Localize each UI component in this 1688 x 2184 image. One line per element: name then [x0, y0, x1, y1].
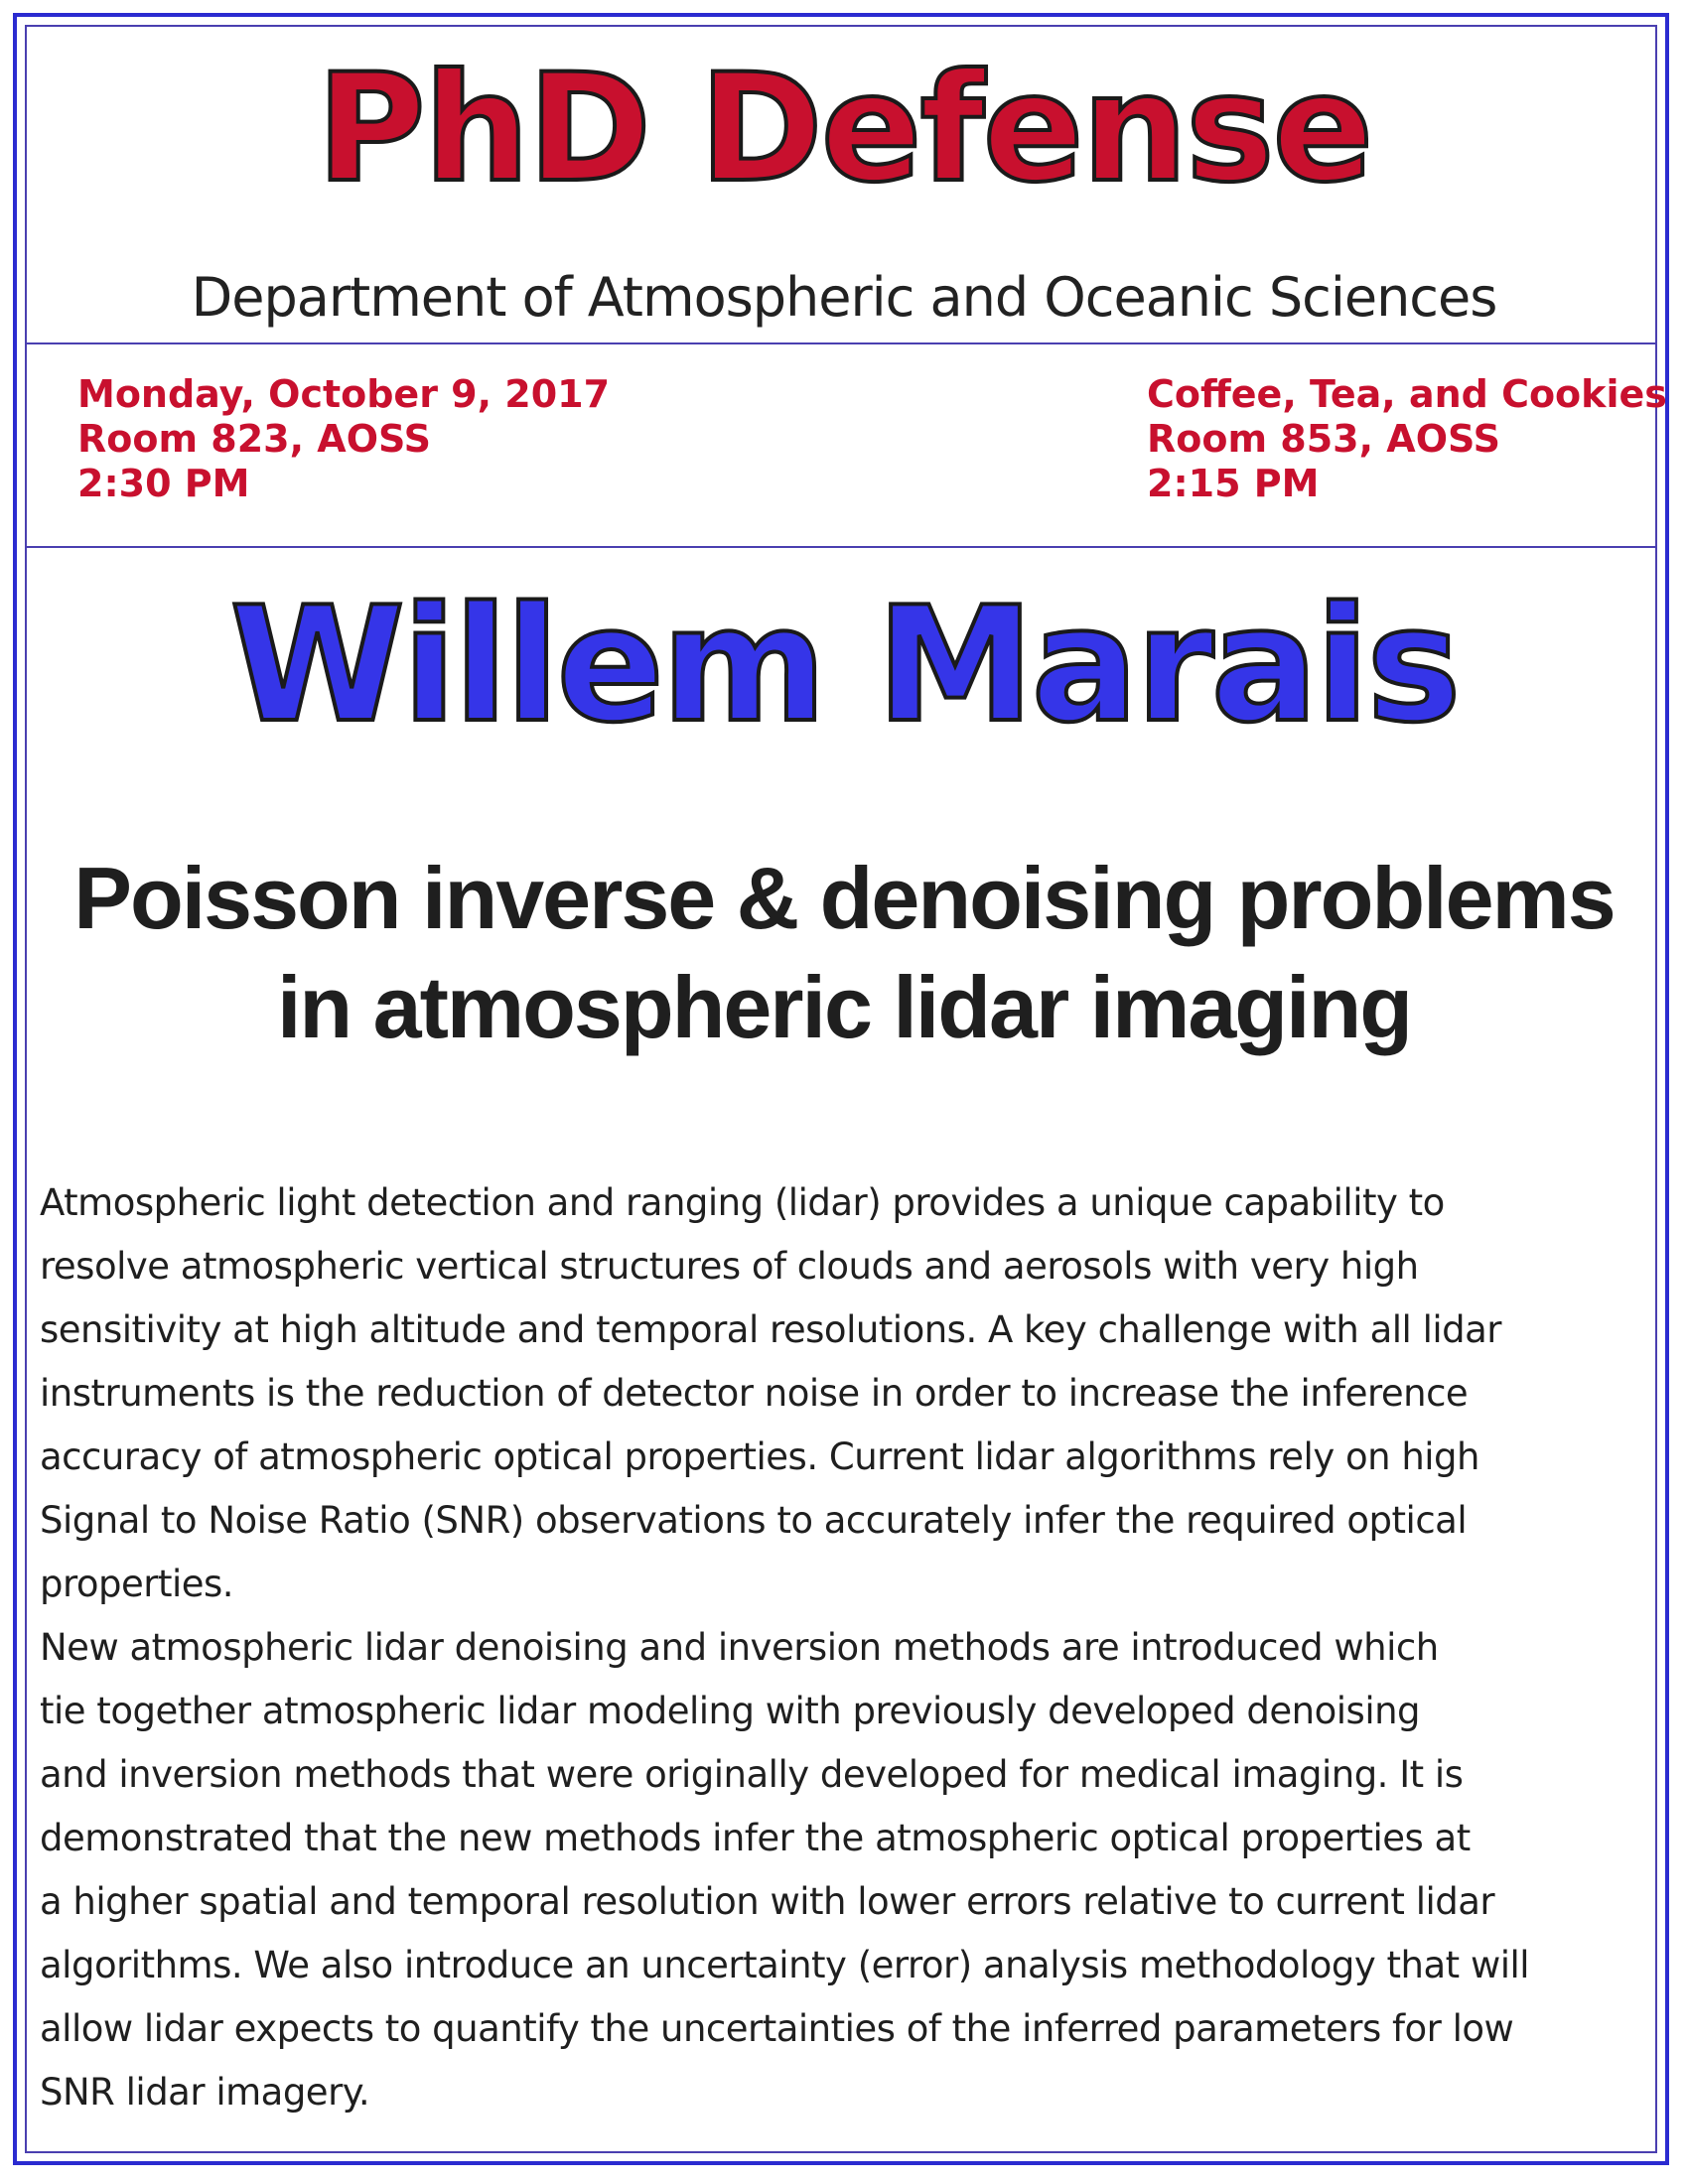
reception-room: Room 853, AOSS — [1147, 417, 1501, 461]
abstract-line: resolve atmospheric vertical structures of clouds and aerosols with very high — [40, 1245, 1419, 1288]
abstract-line: sensitivity at high altitude and temporal resolutions. A key challenge with all lidar — [40, 1308, 1502, 1351]
abstract-line: SNR lidar imagery. — [40, 2071, 370, 2114]
abstract-line: and inversion methods that were originally developed for medical imaging. It is — [40, 1753, 1464, 1796]
abstract-line: demonstrated that the new methods infer the atmospheric optical properties at — [40, 1817, 1471, 1859]
abstract — [40, 1171, 1648, 2124]
event-details — [77, 372, 610, 506]
talk-title — [60, 844, 1628, 1062]
abstract-line: Signal to Noise Ratio (SNR) observations to accurately infer the required optical — [40, 1499, 1468, 1542]
talk-title-line: Poisson inverse & denoising problems — [73, 849, 1615, 947]
abstract-line: properties. — [40, 1563, 234, 1605]
abstract-line: tie together atmospheric lidar modeling with previously developed denoising — [40, 1690, 1421, 1732]
abstract-line: New atmospheric lidar denoising and inversion methods are introduced which — [40, 1626, 1439, 1669]
divider-top — [25, 342, 1657, 344]
reception-label: Coffee, Tea, and Cookies — [1147, 372, 1667, 416]
abstract-line: accuracy of atmospheric optical properties. Current lidar algorithms rely on high — [40, 1435, 1479, 1478]
abstract-line: algorithms. We also introduce an uncertainty (error) analysis methodology that will — [40, 1944, 1530, 1986]
abstract-line: a higher spatial and temporal resolution with lower errors relative to current lidar — [40, 1880, 1495, 1923]
abstract-line: allow lidar expects to quantify the uncertainties of the inferred parameters for low — [40, 2007, 1514, 2050]
speaker-name: Willem Marais — [229, 572, 1459, 757]
reception-time: 2:15 PM — [1147, 462, 1320, 505]
event-date: Monday, October 9, 2017 — [77, 372, 611, 416]
divider-bottom — [25, 546, 1657, 548]
talk-title-line: in atmospheric lidar imaging — [276, 958, 1411, 1056]
poster-title: PhD Defense — [316, 43, 1372, 215]
event-time: 2:30 PM — [77, 462, 250, 505]
abstract-line: instruments is the reduction of detector noise in order to increase the inference — [40, 1372, 1469, 1415]
department-name: Department of Atmospheric and Oceanic Sciences — [191, 266, 1497, 329]
abstract-line: Atmospheric light detection and ranging (lidar) provides a unique capability to — [40, 1181, 1445, 1224]
event-room: Room 823, AOSS — [77, 417, 432, 461]
reception-details — [1147, 372, 1667, 506]
